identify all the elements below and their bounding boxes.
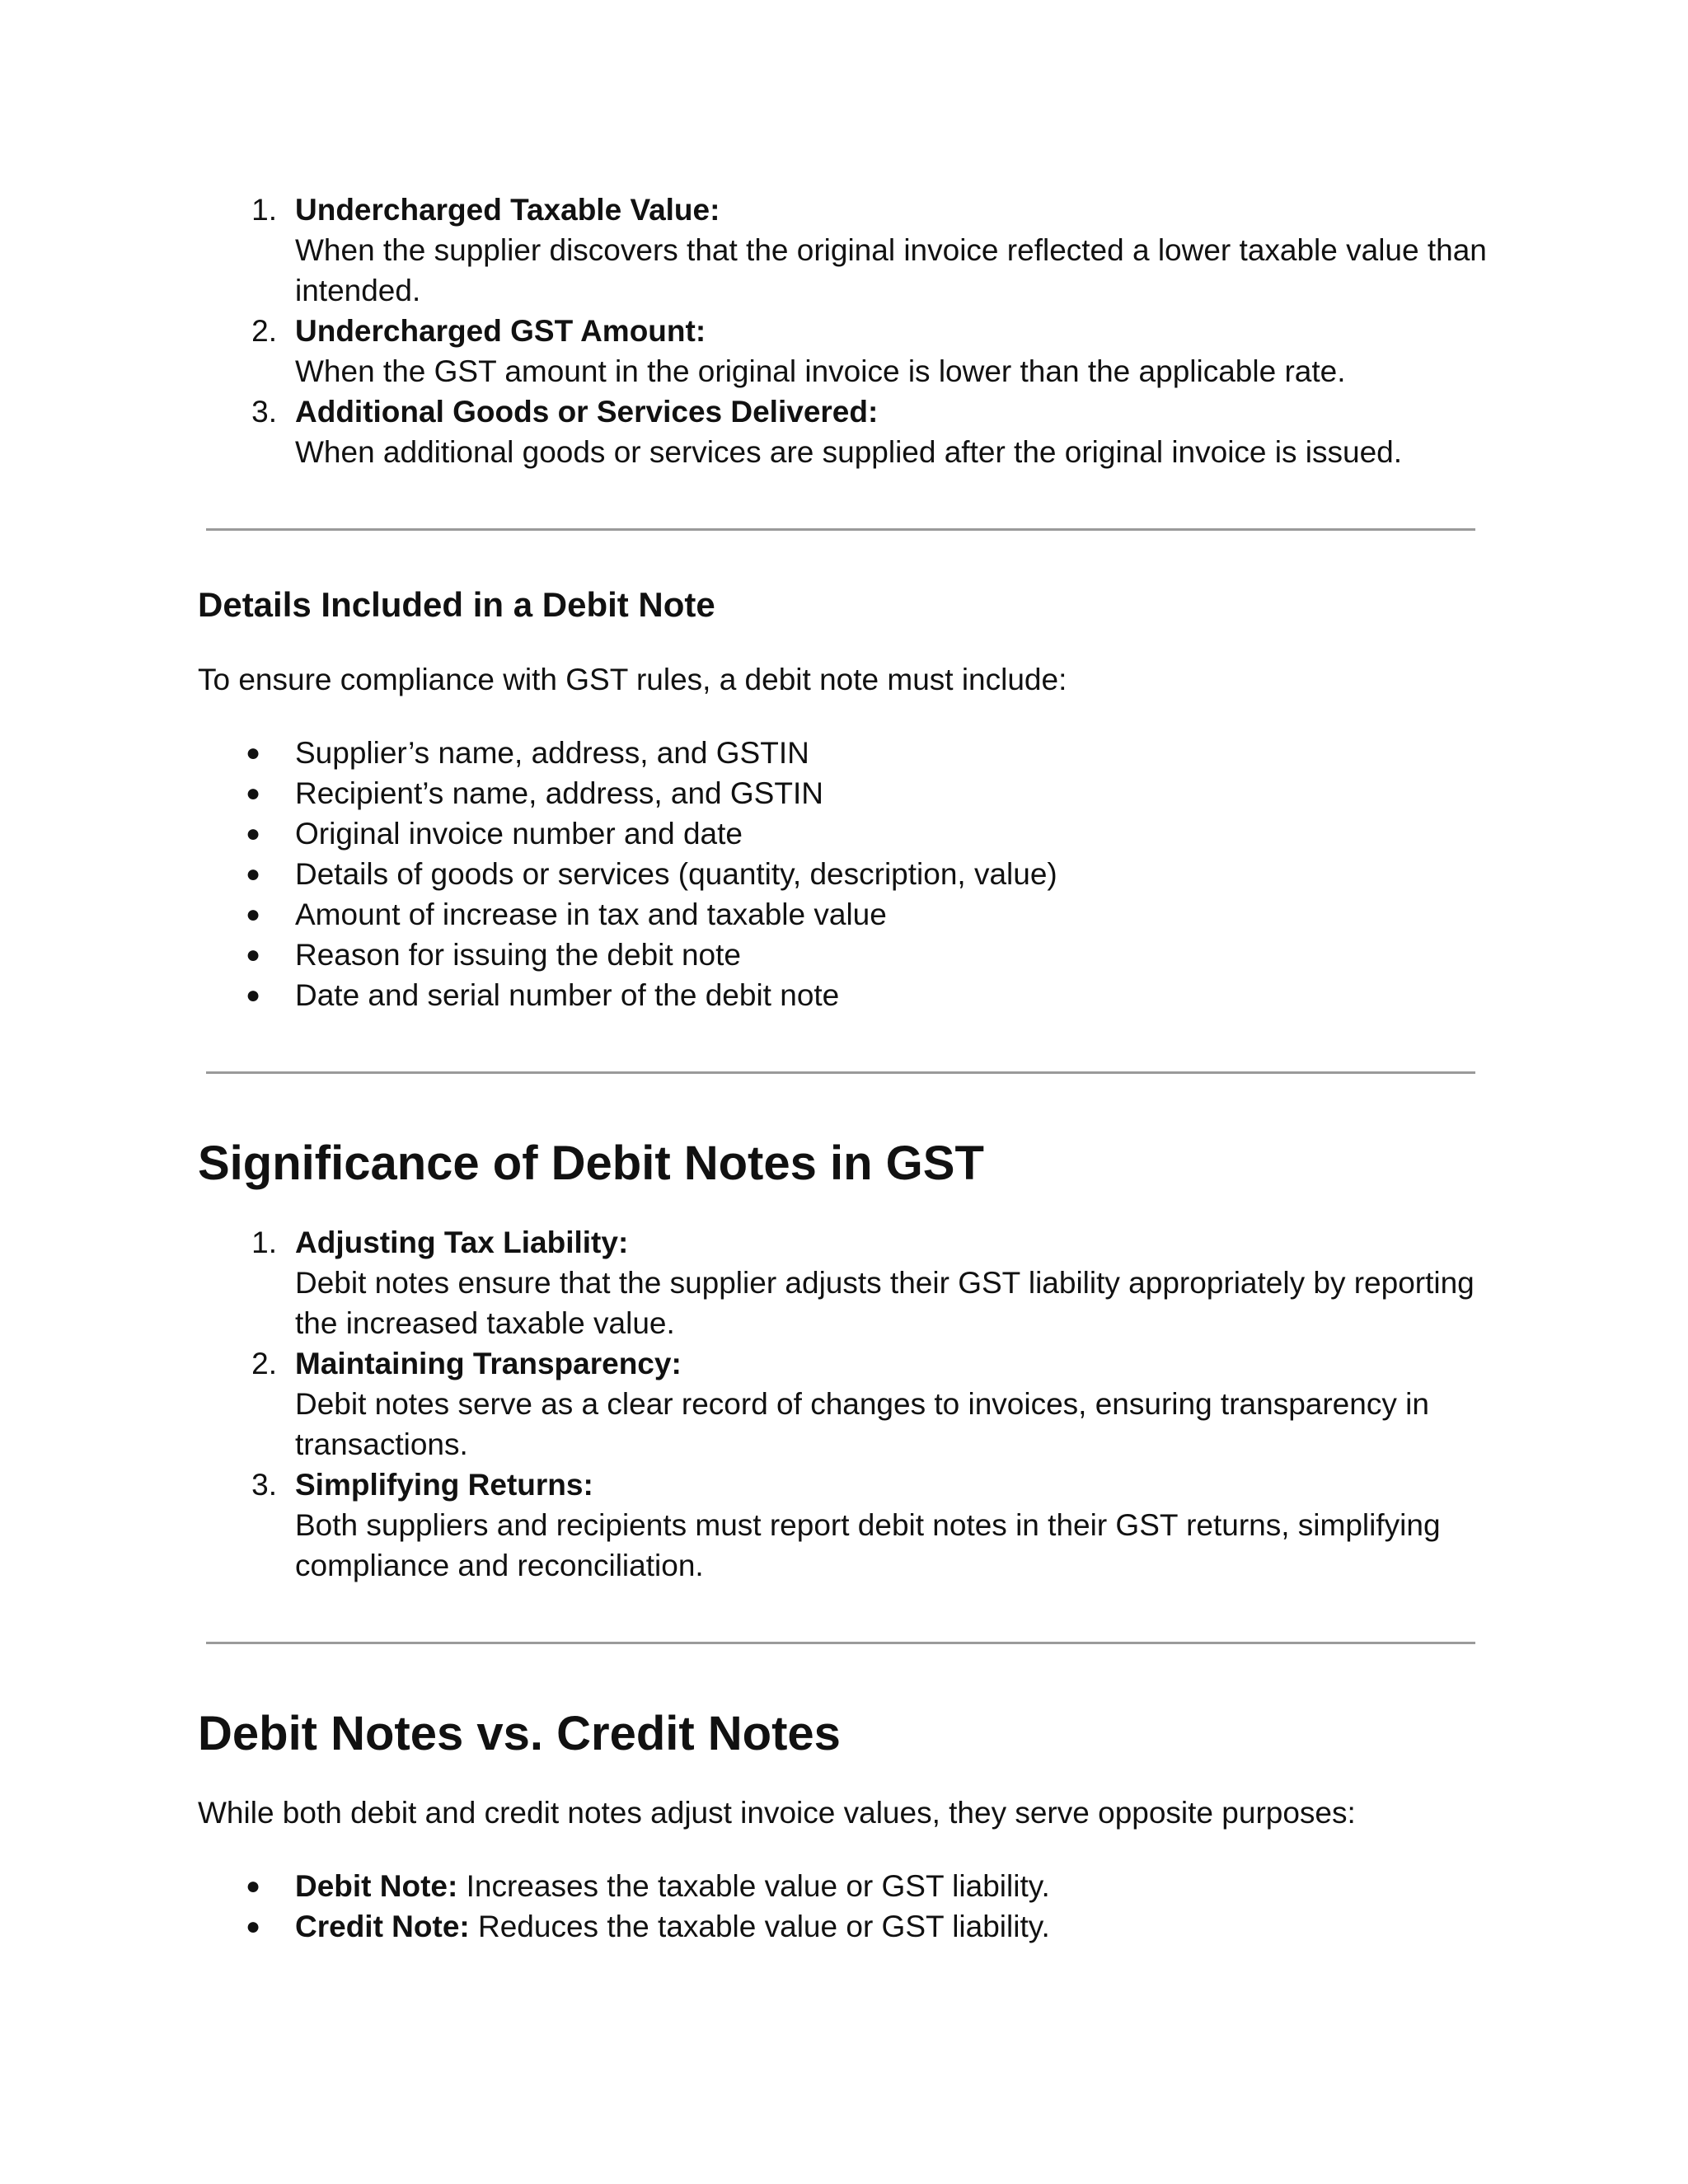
list-item xyxy=(198,311,1492,391)
list-item-text: Increases the taxable value or GST liability. xyxy=(457,1869,1050,1903)
list-item xyxy=(198,854,1492,894)
bullet-icon: ● xyxy=(246,1872,261,1900)
list-item xyxy=(198,1866,1492,1906)
details-bullet-list xyxy=(198,733,1492,1015)
list-item xyxy=(198,1343,1492,1465)
horizontal-divider xyxy=(206,528,1475,531)
list-item-text: Debit notes ensure that the supplier adjusts their GST liability appropriately by reporting the increased taxable value. xyxy=(295,1266,1475,1340)
list-item xyxy=(198,773,1492,813)
list-item-label: Debit Note: xyxy=(295,1869,458,1903)
bullet-icon: ● xyxy=(246,780,261,807)
list-item-title: Adjusting Tax Liability: xyxy=(295,1226,629,1259)
list-number: 1. xyxy=(251,193,277,227)
list-item-text: Amount of increase in tax and taxable value xyxy=(295,898,887,931)
list-item xyxy=(198,975,1492,1015)
list-item-text: Original invoice number and date xyxy=(295,817,743,851)
significance-numbered-list xyxy=(198,1222,1492,1586)
intro-numbered-list xyxy=(198,190,1492,472)
list-item-text: When the supplier discovers that the original invoice reflected a lower taxable value than intended. xyxy=(295,233,1487,307)
list-item-title: Undercharged GST Amount: xyxy=(295,314,706,348)
horizontal-divider xyxy=(206,1071,1475,1074)
list-number: 3. xyxy=(251,395,277,429)
details-intro: To ensure compliance with GST rules, a debit note must include: xyxy=(198,663,1067,696)
list-number: 1. xyxy=(251,1226,277,1259)
list-item xyxy=(198,1465,1492,1586)
details-heading: Details Included in a Debit Note xyxy=(198,585,715,624)
list-item xyxy=(198,1906,1492,1947)
bullet-icon: ● xyxy=(246,901,261,928)
horizontal-divider xyxy=(206,1642,1475,1644)
list-item-text: Debit notes serve as a clear record of changes to invoices, ensuring transparency in transactions. xyxy=(295,1387,1429,1461)
bullet-icon: ● xyxy=(246,820,261,847)
list-item xyxy=(198,1222,1492,1343)
bullet-icon: ● xyxy=(246,860,261,888)
list-item-text: When additional goods or services are supplied after the original invoice is issued. xyxy=(295,435,1403,469)
bullet-icon: ● xyxy=(246,941,261,968)
list-item-text: Details of goods or services (quantity, description, value) xyxy=(295,857,1057,891)
comparison-heading: Debit Notes vs. Credit Notes xyxy=(198,1707,841,1760)
list-item-title: Maintaining Transparency: xyxy=(295,1347,682,1380)
bullet-icon: ● xyxy=(246,1913,261,1940)
list-number: 3. xyxy=(251,1468,277,1502)
list-item xyxy=(198,813,1492,854)
list-item xyxy=(198,190,1492,311)
list-item xyxy=(198,894,1492,935)
list-item-text: When the GST amount in the original invoice is lower than the applicable rate. xyxy=(295,354,1346,388)
bullet-icon: ● xyxy=(246,982,261,1009)
bullet-icon: ● xyxy=(246,739,261,766)
list-item xyxy=(198,733,1492,773)
list-item xyxy=(198,935,1492,975)
list-item-text: Recipient’s name, address, and GSTIN xyxy=(295,776,823,810)
document-page xyxy=(198,190,1492,1947)
list-item-text: Reason for issuing the debit note xyxy=(295,938,741,972)
list-item xyxy=(198,391,1492,472)
list-item-text: Both suppliers and recipients must report debit notes in their GST returns, simplifying compliance and reconciliation. xyxy=(295,1508,1441,1582)
list-item-text: Supplier’s name, address, and GSTIN xyxy=(295,736,809,770)
list-item-label: Credit Note: xyxy=(295,1910,470,1943)
list-number: 2. xyxy=(251,314,277,348)
list-item-title: Additional Goods or Services Delivered: xyxy=(295,395,879,429)
list-item-title: Simplifying Returns: xyxy=(295,1468,593,1502)
list-item-title: Undercharged Taxable Value: xyxy=(295,193,720,227)
list-item-text: Reduces the taxable value or GST liability. xyxy=(469,1910,1050,1943)
list-number: 2. xyxy=(251,1347,277,1380)
comparison-bullet-list xyxy=(198,1866,1492,1947)
significance-heading: Significance of Debit Notes in GST xyxy=(198,1137,984,1190)
comparison-intro: While both debit and credit notes adjust invoice values, they serve opposite purposes: xyxy=(198,1796,1356,1830)
list-item-text: Date and serial number of the debit note xyxy=(295,978,840,1012)
